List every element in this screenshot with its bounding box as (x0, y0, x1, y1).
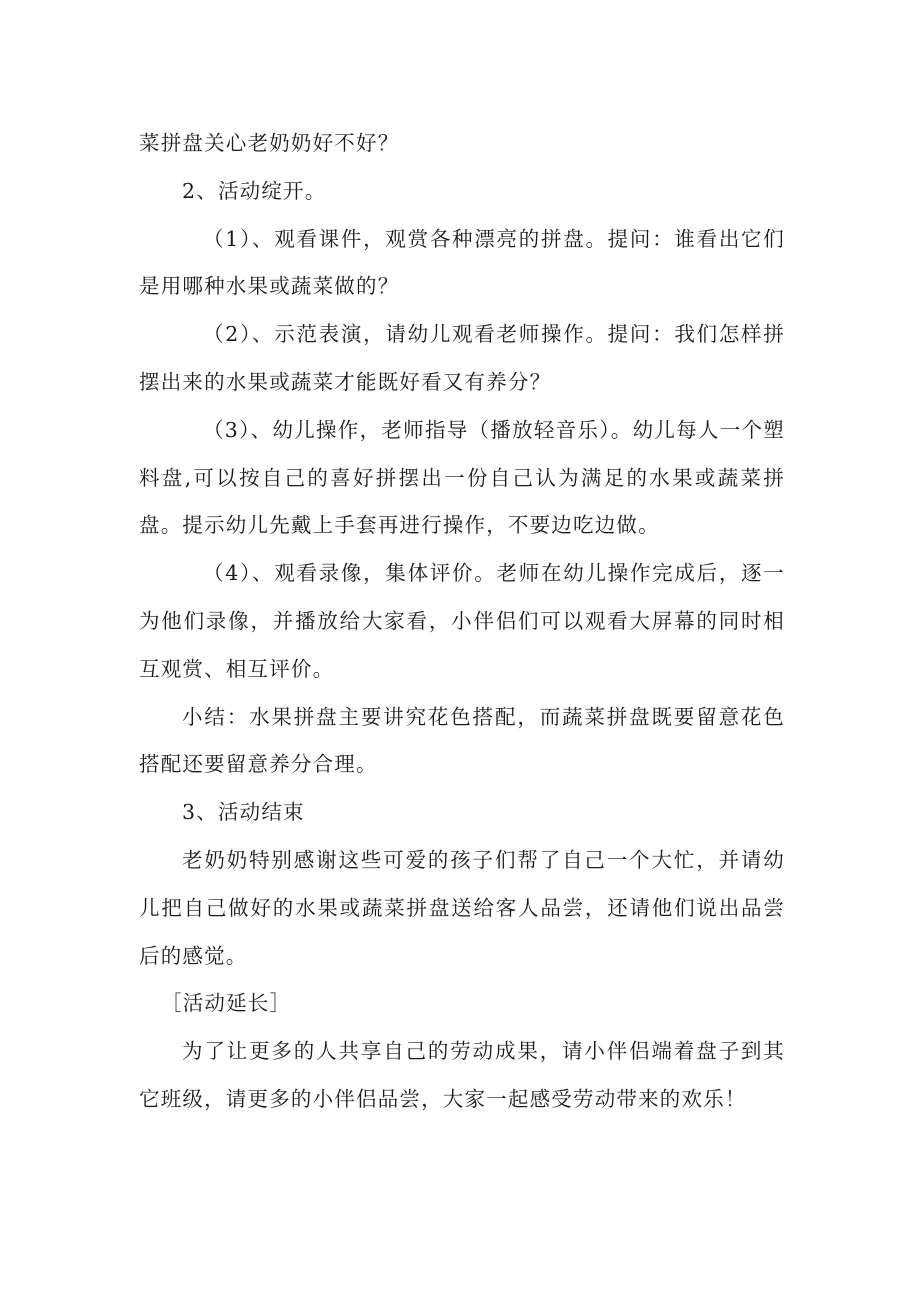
step-3-paragraph: （3）、幼儿操作，老师指导（播放轻音乐）。幼儿每人一个塑料盘,可以按自己的喜好拼摆出一份自己认为满足的水果或蔬菜拼盘。提示幼儿先戴上手套再进行操作，不要边吃边做。 (139, 417, 785, 538)
step-2-paragraph: （2）、示范表演，请幼儿观看老师操作。提问：我们怎样拼摆出来的水果或蔬菜才能既好看又有养分？ (139, 322, 785, 394)
step-1-paragraph: （1）、观看课件，观赏各种漂亮的拼盘。提问：谁看出它们是用哪种水果或蔬菜做的？ (139, 226, 785, 299)
summary-paragraph: 小结：水果拼盘主要讲究花色搭配，而蔬菜拼盘既要留意花色搭配还要留意养分合理。 (139, 704, 785, 777)
section-heading-activity-extension: ［活动延长］ (161, 991, 292, 1016)
activity-end-paragraph: 老奶奶特别感谢这些可爱的孩子们帮了自己一个大忙，并请幼儿把自己做好的水果或蔬菜拼盘送给客人品尝，还请他们说出品尝后的感觉。 (139, 847, 785, 968)
activity-extension-paragraph: 为了让更多的人共享自己的劳动成果，请小伴侣端着盘子到其它班级，请更多的小伴侣品尝，大家一起感受劳动带来的欢乐！ (139, 1039, 785, 1111)
section-heading-activity-development: 2、活动绽开。 (182, 178, 327, 203)
document-body (139, 120, 785, 1124)
paragraph-continuation: 菜拼盘关心老奶奶好不好？ (139, 131, 400, 155)
step-4-paragraph: （4）、观看录像，集体评价。老师在幼儿操作完成后，逐一为他们录像，并播放给大家看，小伴侣们可以观看大屏幕的同时相互观赏、相互评价。 (139, 561, 785, 681)
section-heading-activity-end: 3、活动结束 (182, 800, 305, 825)
